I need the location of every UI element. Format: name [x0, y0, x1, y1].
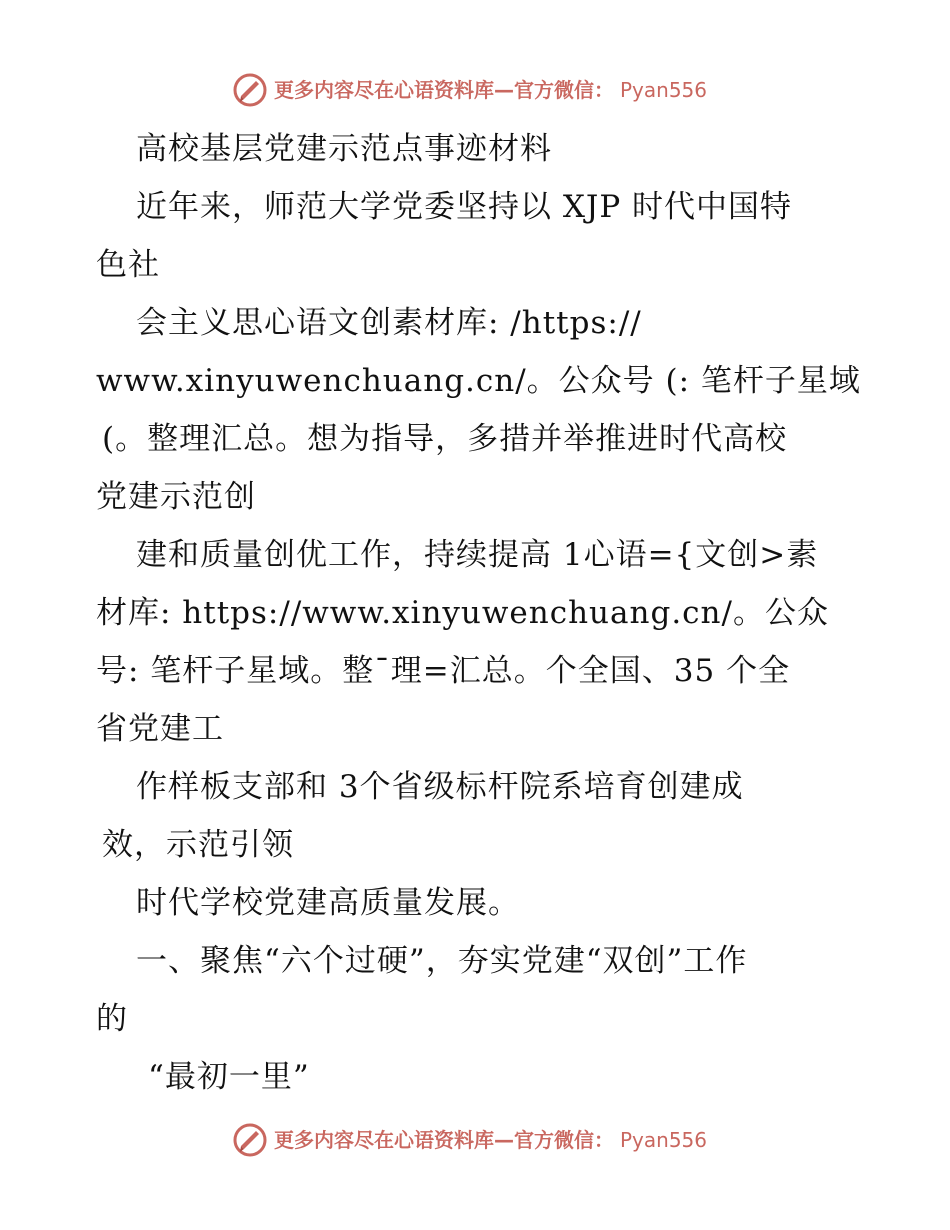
- paragraph-line: 效，示范引领: [102, 827, 294, 863]
- red-quill-logo-icon: [232, 72, 268, 108]
- header-banner-contact: Pyan556: [620, 78, 708, 102]
- footer-banner: [232, 1120, 752, 1160]
- paragraph-line: 党建示范创: [96, 479, 256, 515]
- header-banner-text: 更多内容尽在心语资料库—官方微信：: [274, 78, 614, 102]
- paragraph-line: 作样板支部和 3个省级标杆院系培育创建成: [136, 769, 744, 805]
- paragraph-line: 号: 笔杆子星域。整¯理=汇总。个全国、35 个全: [96, 653, 791, 689]
- document-title: 高校基层党建示范点事迹材料: [136, 131, 552, 167]
- paragraph-line: (。整理汇总。想为指导，多措并举推进时代高校: [102, 421, 788, 457]
- paragraph-line: 近年来，师范大学党委坚持以 XJP 时代中国特: [136, 189, 793, 225]
- paragraph-line: 建和质量创优工作，持续提高 1心语={文创>素: [136, 537, 819, 573]
- paragraph-line: “最初一里”: [148, 1059, 310, 1095]
- paragraph-line: 会主义思心语文创素材库: /https://: [136, 305, 642, 341]
- paragraph-line: 的: [96, 1001, 128, 1037]
- red-quill-logo-icon: [232, 1122, 268, 1158]
- paragraph-line: 材库: https://www.xinyuwenchuang.cn/。公众: [96, 595, 829, 631]
- header-banner: [232, 70, 752, 110]
- paragraph-line: 省党建工: [96, 711, 224, 747]
- document-body: [96, 120, 861, 1106]
- footer-banner-text: 更多内容尽在心语资料库—官方微信：: [274, 1128, 614, 1152]
- section-heading: 一、聚焦“六个过硬”，夯实党建“双创”工作: [136, 943, 748, 979]
- paragraph-line: 时代学校党建高质量发展。: [136, 885, 520, 921]
- paragraph-line: 色社: [96, 247, 160, 283]
- paragraph-line: www.xinyuwenchuang.cn/。公众号 (: 笔杆子星域: [96, 363, 861, 399]
- footer-banner-contact: Pyan556: [620, 1128, 708, 1152]
